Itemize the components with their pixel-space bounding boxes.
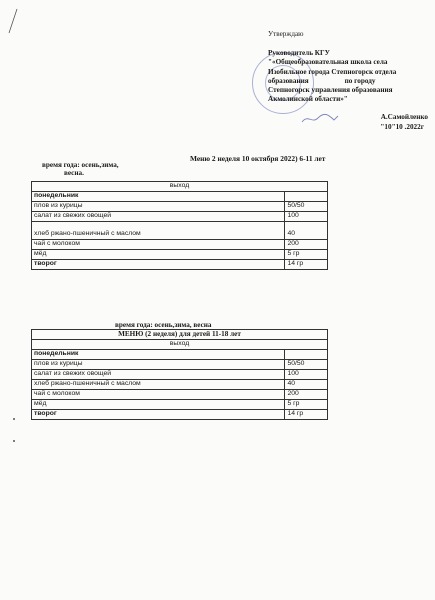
org-line: образования по городу (268, 76, 376, 85)
table-row (32, 340, 328, 350)
table-row (32, 330, 328, 340)
dish-cell: творог (32, 260, 285, 270)
approval-role: Руководитель КГУ (268, 49, 330, 58)
qty-cell: 200 (285, 240, 328, 250)
dish-cell: плов из курицы (32, 202, 285, 212)
season-line: время года: осень,зима, (42, 161, 119, 169)
season-line: весна. (64, 169, 84, 178)
dish-cell: чай с молоком (32, 240, 285, 250)
dish-cell: творог (32, 410, 285, 420)
dish-cell: мёд (32, 250, 285, 260)
table-row (32, 202, 328, 212)
table-row (32, 350, 328, 360)
menu1-table (31, 181, 328, 270)
org-line: Степногорск управления образования (268, 86, 393, 95)
signer-name: А.Самойленко (380, 113, 428, 122)
table-row (32, 370, 328, 380)
approval-block (268, 30, 430, 132)
dish-cell: чай с молоком (32, 390, 285, 400)
org-line: Изобильное города Степногорск отдела (268, 67, 397, 76)
table-row (32, 182, 328, 192)
table-row (32, 250, 328, 260)
scan-speck (13, 440, 15, 442)
dish-cell: салат из свежих овощей (32, 370, 285, 380)
qty-cell: 40 (285, 222, 328, 240)
qty-cell: 14 гр (285, 410, 328, 420)
qty-cell: 200 (285, 390, 328, 400)
qty-cell: 14 гр (285, 260, 328, 270)
table-row (32, 400, 328, 410)
qty-cell: 50/50 (285, 202, 328, 212)
handwritten-signature (300, 112, 340, 126)
qty-cell: 5 гр (285, 250, 328, 260)
dish-cell: салат из свежих овощей (32, 212, 285, 222)
menu2-season: время года: осень,зима, весна (115, 321, 212, 329)
table-row (32, 360, 328, 370)
yield-header: выход (32, 340, 328, 350)
yield-header: выход (32, 182, 328, 192)
approval-header: Утверждаю (268, 30, 304, 38)
menu1-title: Меню 2 неделя 10 октября 2022) 6-11 лет (190, 154, 326, 163)
dish-cell: хлеб ржано-пшеничный с маслом (32, 380, 285, 390)
table-row (32, 380, 328, 390)
qty-cell: 100 (285, 212, 328, 222)
qty-cell: 40 (285, 380, 328, 390)
dish-cell: хлеб ржано-пшеничный с маслом (32, 222, 285, 240)
scan-speck (13, 418, 15, 420)
dish-cell: плов из курицы (32, 360, 285, 370)
table-row (32, 212, 328, 222)
menu1-season (42, 161, 119, 178)
day-cell: понедельник (32, 192, 285, 202)
org-line: "«Общеобразовательная школа села (268, 58, 388, 67)
approval-date: "10"10 .2022г (380, 122, 424, 131)
menu2-table (31, 329, 328, 420)
table-row (32, 222, 328, 240)
pen-mark (8, 8, 18, 34)
table-row (32, 192, 328, 202)
day-cell: понедельник (32, 350, 285, 360)
table-row (32, 240, 328, 250)
qty-cell: 50/50 (285, 360, 328, 370)
qty-cell: 5 гр (285, 400, 328, 410)
dish-cell: мёд (32, 400, 285, 410)
table-row (32, 410, 328, 420)
menu2-title: МЕНЮ (2 неделя) для детей 11-18 лет (32, 330, 328, 340)
qty-cell: 100 (285, 370, 328, 380)
table-row (32, 260, 328, 270)
org-line: Акмолинской области»" (268, 95, 348, 104)
table-row (32, 390, 328, 400)
